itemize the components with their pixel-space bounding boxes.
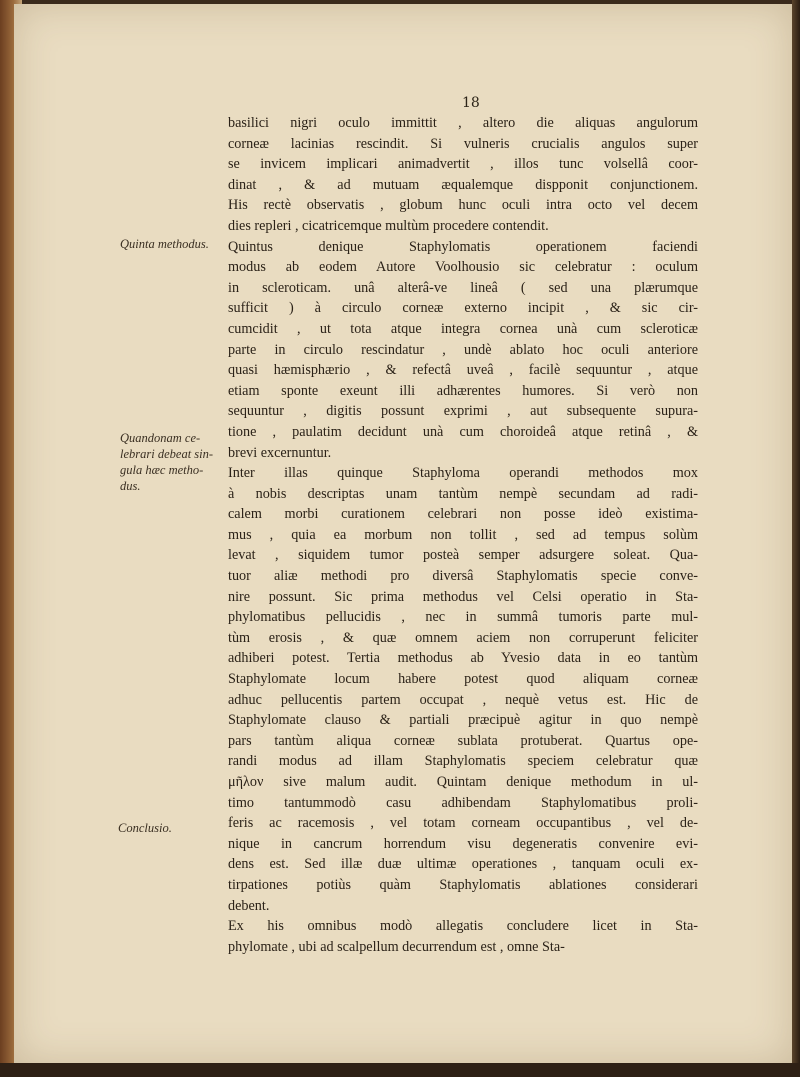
- text-line: His rectè observatis , globum hunc oculi intra octo vel decem: [228, 197, 698, 214]
- text-line: mus , quia ea morbum non tollit , sed ad tempus solùm: [228, 526, 698, 543]
- text-line: timo tantummodò casu adhibendam Staphylomatibus proli-: [228, 794, 698, 811]
- text-line: feris ac racemosis , vel totam corneam occupantibus , vel de-: [228, 815, 698, 832]
- text-line: dies repleri , cicatricemque multùm procedere contendit.: [228, 217, 549, 234]
- text-line: sequuntur , digitis possunt exprimi , aut subsequente supura-: [228, 403, 698, 420]
- text-line: in scleroticam. unâ alterâ-ve lineâ ( sed una plærumque: [228, 279, 698, 296]
- text-line: tione , paulatim decidunt unà cum choroideâ atque retinâ , &: [228, 423, 698, 440]
- margin-note-line: Quandonam ce-: [120, 431, 201, 445]
- text-line: adhuc pellucentis partem occupat , nequè vetus est. Hic de: [228, 691, 698, 708]
- text-line: dinat , & ad mutuam æqualemque dispponit conjunctionem.: [228, 176, 698, 193]
- text-line: levat , siquidem tumor posteà semper adsurgere soleat. Qua-: [228, 547, 698, 564]
- text-line: etiam sponte exeunt illi adhærentes humores. Si verò non: [228, 382, 698, 399]
- text-line: se invicem implicari animadvertit , illos tunc volsellâ coor-: [228, 156, 698, 173]
- body-text: [228, 113, 698, 957]
- text-line: phylomate , ubi ad scalpellum decurrendum est , omne Sta-: [228, 938, 565, 955]
- text-line: calem morbi curationem celebrari non posse ideò existima-: [228, 506, 698, 523]
- text-line: tirpationes potiùs quàm Staphylomatis ablationes considerari: [228, 876, 698, 893]
- margin-note-line: lebrari debeat sin-: [120, 447, 214, 461]
- text-line: Inter illas quinque Staphyloma operandi methodos mox: [228, 465, 698, 482]
- text-line: phylomatibus pellucidis , nec in summâ tumoris parte mul-: [228, 609, 698, 626]
- text-line: corneæ lacinias rescindit. Si vulneris crucialis angulos super: [228, 135, 698, 152]
- text-line: sufficit ) à circulo corneæ externo incipit , & sic cir-: [228, 300, 698, 317]
- text-line: Staphylomate clauso & partiali præcipuè agitur in quo nempè: [228, 712, 698, 729]
- text-line: randi modus ad illam Staphylomatis speciem celebratur quæ: [228, 753, 698, 770]
- text-line: nire possunt. Sic prima methodus vel Celsi operatio in Sta-: [228, 588, 698, 605]
- text-line: basilici nigri oculo immittit , altero die aliquas angulorum: [228, 115, 698, 131]
- page-edge: [792, 0, 800, 1077]
- scan-border: [0, 1063, 800, 1077]
- text-line: nique in cancrum horrendum visu degeneratis convenire evi-: [228, 835, 698, 852]
- text-line: pars tantùm aliqua corneæ sublata protuberat. Quartus ope-: [228, 732, 698, 749]
- text-line: Quintus denique Staphylomatis operationem faciendi: [228, 238, 698, 255]
- text-line: brevi excernuntur.: [228, 444, 332, 461]
- text-line: quasi hæmisphærio , & refectâ uveâ , facilè sequuntur , atque: [228, 362, 698, 379]
- page-number: 18: [462, 95, 480, 111]
- margin-note-quinta-methodus: Quinta methodus.: [120, 237, 209, 251]
- text-line: tùm erosis , & quæ omnem aciem non corruperunt feliciter: [228, 629, 698, 646]
- text-line: tuor aliæ methodi pro diversâ Staphylomatis specie conve-: [228, 568, 698, 585]
- text-line: debent.: [228, 897, 270, 914]
- text-line: parte in circulo rescindatur , undè ablato hoc oculi anteriore: [228, 341, 698, 358]
- text-line: Staphylomate locum habere potest quod aliquam corneæ: [228, 671, 698, 688]
- margin-note-line: dus.: [120, 479, 141, 493]
- margin-note-quandonam: [120, 430, 230, 494]
- text-line: modus ab eodem Autore Voolhousio sic celebratur : oculum: [228, 259, 698, 276]
- text-line: μῆλον sive malum audit. Quintam denique methodum in ul-: [228, 774, 698, 790]
- text-line: dens est. Sed illæ duæ ultimæ operationes , tanquam oculi ex-: [228, 856, 698, 873]
- margin-note-line: gula hæc metho-: [120, 463, 204, 477]
- margin-note-conclusio: Conclusio.: [118, 821, 172, 835]
- text-line: adhiberi potest. Tertia methodus ab Yvesio data in eo tantùm: [228, 650, 698, 667]
- text-line: cumcidit , ut tota atque integra cornea unà cum scleroticæ: [228, 320, 698, 337]
- text-line: Ex his omnibus modò allegatis concludere licet in Sta-: [228, 918, 698, 935]
- text-line: à nobis descriptas unam tantùm nempè secundam ad radi-: [228, 485, 698, 502]
